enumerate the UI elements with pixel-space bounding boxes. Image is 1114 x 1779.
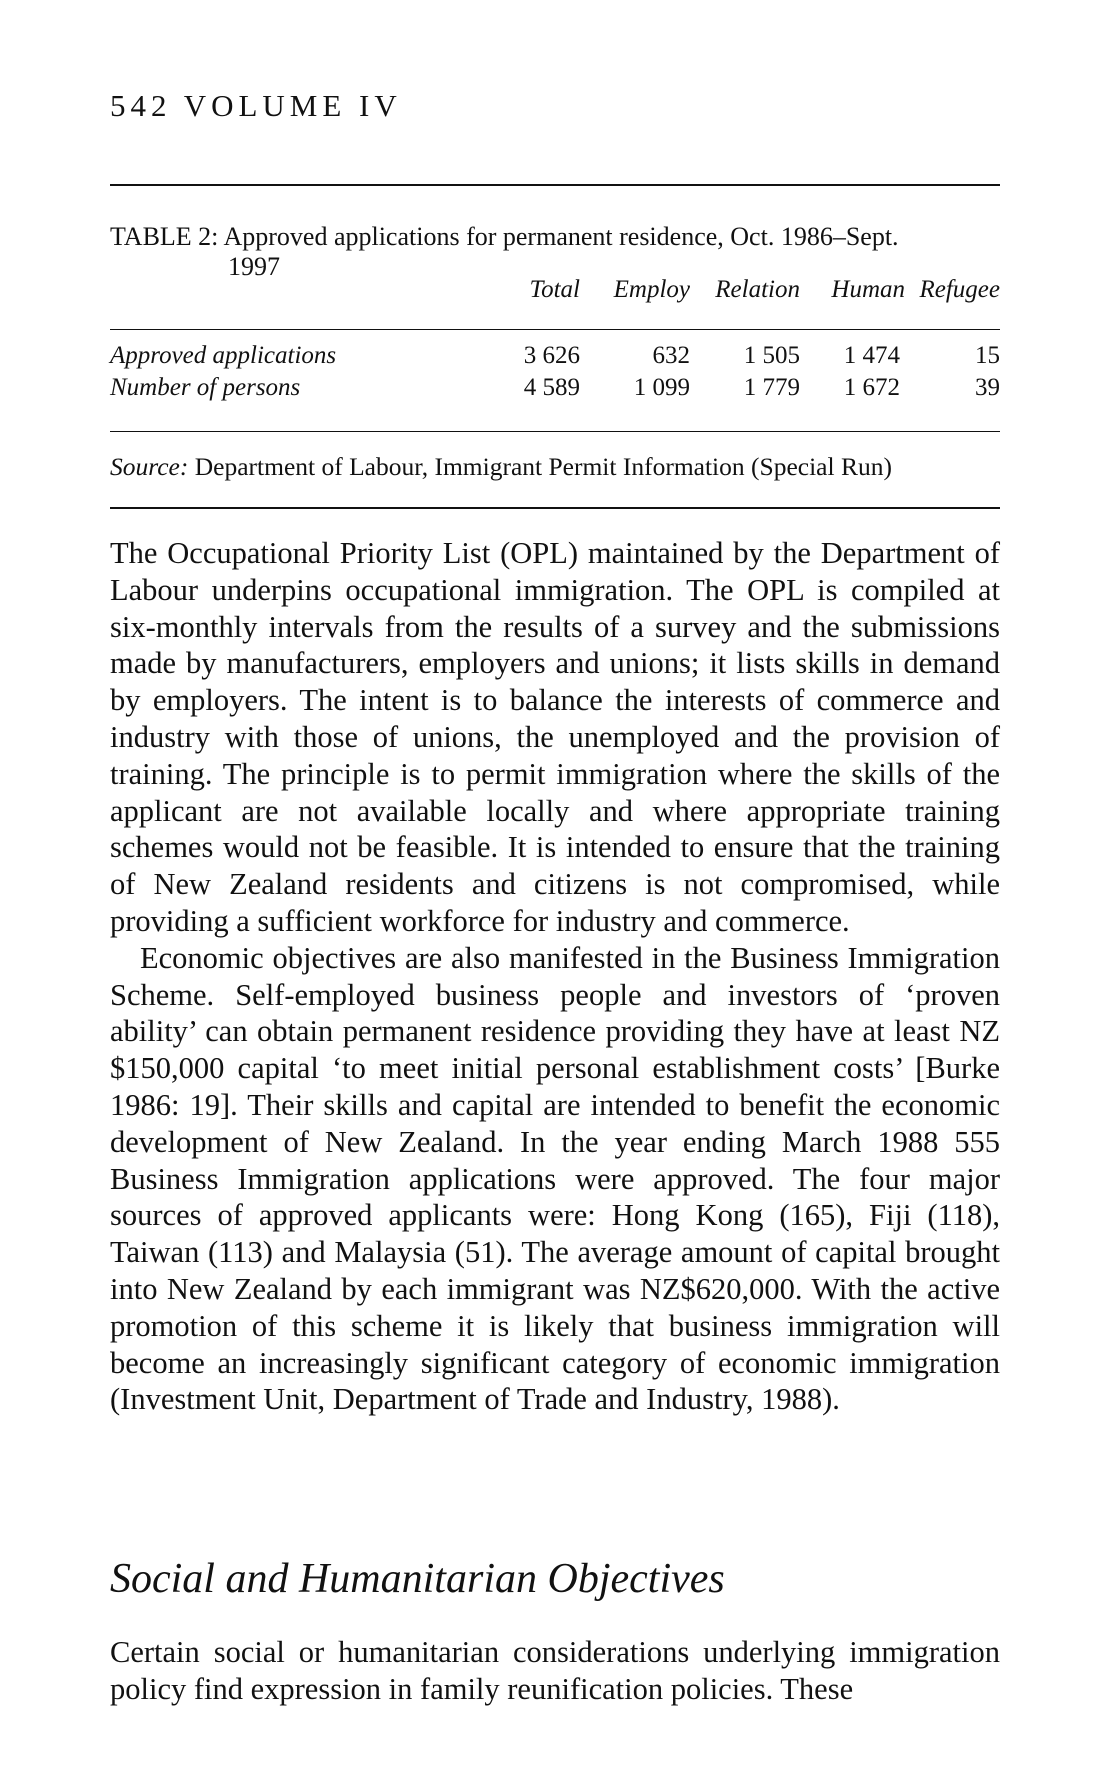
column-header-relation: Relation: [715, 276, 800, 303]
table-cell: 1 672: [843, 374, 900, 401]
paragraph-opl: The Occupational Priority List (OPL) maintained by the Department of Labour underpins occupational immigration. The OPL is compiled at six-monthly intervals from the results of a survey and the submissions made by manufacturers, employers and unions; it lists skills in demand by employers. The intent is to balance the interests of commerce and industry with those of unions, the unemployed and the provision of training. The principle is to permit immigration where the skills of the applicant are not available locally and where appropriate training schemes would not be feasible. It is intended to ensure that the training of New Zealand residents and citizens is not compromised, while providing a sufficient workforce for industry and commerce.: [110, 536, 1000, 938]
table-cell: 1 505: [743, 342, 800, 369]
table-top-rule: [110, 184, 1000, 186]
column-header-refugee: Refugee: [919, 276, 1000, 303]
paragraph-business-immigration: Economic objectives are also manifested in the Business Immigration Scheme. Self-employed business people and investors of ‘proven ability’ can obtain permanent residence providing they have at least NZ $150,000 capital ‘to meet initial personal establishment costs’ [Burke 1986: 19]. Their skills and capital are intended to benefit the economic development of New Zealand. In the year ending March 1988 555 Business Immigration applications were approved. The four major sources of approved applicants were: Hong Kong (165), Fiji (118), Taiwan (113) and Malaysia (51). The average amount of capital brought into New Zealand by each immigrant was NZ$620,000. With the active promotion of this scheme it is likely that business immigration will become an increasingly significant category of economic immigration (Investment Unit, Department of Trade and Industry, 1988).: [110, 940, 1000, 1417]
column-header-human: Human: [831, 276, 905, 303]
table-header-rule: [110, 329, 1000, 330]
table-cell: 39: [975, 374, 1000, 401]
table-cell: 4 589: [523, 374, 580, 401]
body-text: [110, 535, 1000, 1418]
table-cell: 3 626: [523, 342, 580, 369]
table-source-note: [110, 452, 892, 482]
column-header-employ: Employ: [613, 276, 690, 303]
table-cell: 1 779: [743, 374, 800, 401]
source-text: Department of Labour, Immigrant Permit Information (Special Run): [188, 452, 892, 481]
table-caption-line-1: TABLE 2: Approved applications for permanent residence, Oct. 1986–Sept.: [110, 222, 899, 251]
source-label: Source:: [110, 452, 189, 481]
table-caption: [110, 222, 1000, 282]
section-heading: Social and Humanitarian Objectives: [110, 1556, 725, 1602]
table-cell: 1 099: [633, 374, 690, 401]
table-body-rule: [110, 431, 1000, 432]
table-cell: 1 474: [843, 342, 900, 369]
column-header-total: Total: [529, 276, 580, 303]
paragraph-social-humanitarian: Certain social or humanitarian considerations underlying immigration policy find expression in family reunification policies. These: [110, 1635, 1000, 1706]
running-head: 542 VOLUME IV: [110, 88, 402, 123]
row-label-number-of-persons: Number of persons: [110, 374, 301, 401]
table-cell: 632: [652, 342, 690, 369]
table-cell: 15: [975, 342, 1000, 369]
table-bottom-rule: [110, 507, 1000, 509]
table-caption-line-2: 1997: [228, 252, 280, 281]
row-label-approved-applications: Approved applications: [110, 342, 337, 369]
